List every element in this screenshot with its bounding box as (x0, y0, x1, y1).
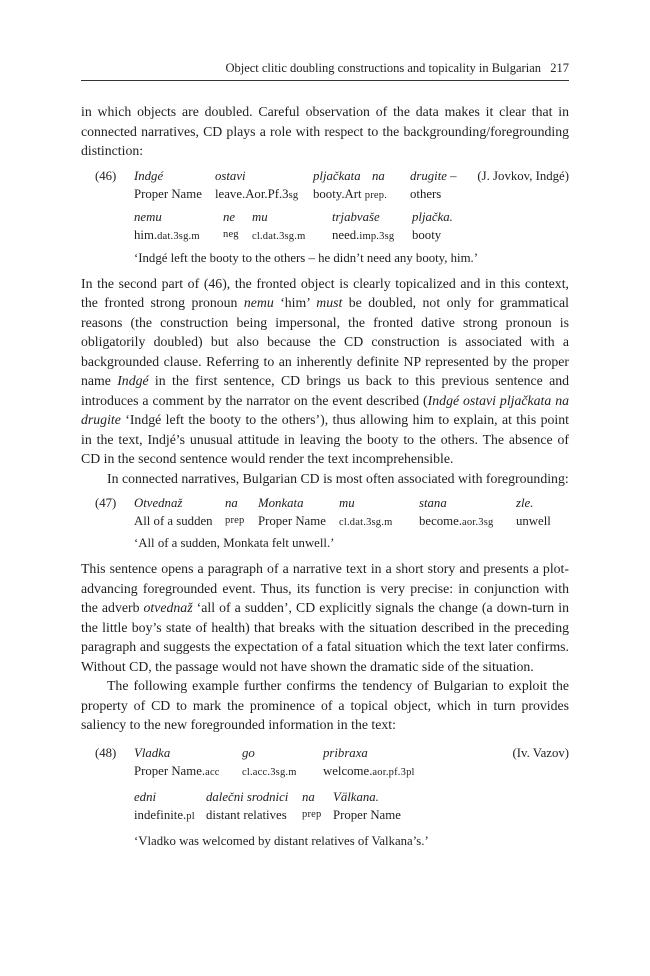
example-number: (48) (95, 745, 117, 760)
gloss-word: na (302, 789, 315, 804)
gloss-morph: All of a sudden (134, 514, 213, 528)
gloss-word: go (242, 745, 255, 760)
gloss-word: stana (419, 496, 447, 510)
gloss-morph: welcome.aor.pf.3pl (323, 763, 415, 778)
gloss-morph: Proper Name (333, 807, 401, 822)
gloss-morph: become.aor.3sg (419, 514, 494, 528)
gloss-morph: Proper Name (134, 186, 202, 201)
gloss-word: Indgé (134, 168, 164, 183)
gloss-morph-row (134, 226, 569, 246)
page-header (81, 58, 569, 81)
gloss-morph: Proper Name.acc (134, 763, 220, 778)
example-source: (Iv. Vazov) (512, 745, 569, 760)
paragraph-intro: in which objects are doubled. Careful observation of the data makes it clear that in connected narratives, CD plays a role with respect to the backgrounding/foregrounding distinction: (81, 104, 569, 158)
gloss-word: ostavi (215, 168, 246, 183)
example-number: (46) (95, 168, 117, 183)
gloss-morph: him.dat.3sg.m (134, 227, 200, 242)
page-number: 217 (550, 61, 569, 75)
gloss-word: ne (223, 209, 236, 224)
gloss-morph: cl.acc.3sg.m (242, 766, 297, 778)
gloss-morph: cl.dat.3sg.m (339, 517, 393, 528)
gloss-word: nemu (134, 209, 162, 224)
gloss-morph-row (134, 762, 569, 782)
gloss-word: na (372, 168, 385, 183)
gloss-morph: others (410, 186, 442, 201)
gloss-block-2 (134, 788, 569, 826)
free-translation: ‘Vladko was welcomed by distant relatives of Valkana’s.’ (134, 833, 429, 848)
running-head: Object clitic doubling constructions and topicality in Bulgarian (225, 61, 541, 75)
gloss-word: Välkana. (333, 789, 379, 804)
gloss-word: edni (134, 789, 157, 804)
paragraph-tendency: The following example further confirms the tendency of Bulgarian to exploit the property of CD to mark the prominence of a topical object, which in turn provides saliency to the new foregrounded information in the text: (81, 678, 569, 732)
gloss-morph: Proper Name (258, 514, 326, 528)
gloss-word: na (225, 496, 238, 510)
gloss-morph: booty.Art prep. (313, 186, 388, 201)
gloss-morph: neg (223, 228, 239, 240)
free-translation: ‘Indgé left the booty to the others – he didn’t need any booty, him.’ (134, 250, 479, 265)
example-47 (81, 494, 569, 552)
gloss-word: mu (339, 496, 355, 510)
paragraph-analysis-47: This sentence opens a paragraph of a narrative text in a short story and presents a plot-advancing foregrounded event. Thus, its function is very precise: in conjunction with the adverb otvednaž ‘all of a sudden’, CD explicitly signals the change (a down-turn in the little boy’s state of health) that breaks with the situation described in the preceding paragraph and suggests the expectation of a fatal situation which the text later confirms. Without CD, the passage would not have shown the dramatic side of the situation. (81, 561, 569, 674)
gloss-word: Vladka (134, 745, 171, 760)
free-translation: ‘All of a sudden, Monkata felt unwell.’ (134, 536, 335, 550)
gloss-morph: indefinite.pl (134, 807, 195, 822)
paragraph-foregrounding: In connected narratives, Bulgarian CD is most often associated with foregrounding: (107, 470, 569, 486)
gloss-block-2 (134, 208, 569, 246)
gloss-word: Monkata (258, 496, 304, 510)
gloss-morph: prep (225, 515, 245, 526)
gloss-word: pljačka. (412, 209, 453, 224)
page-body (81, 102, 569, 857)
gloss-morph: booty (412, 227, 442, 242)
gloss-block-1 (134, 744, 569, 782)
gloss-word: zle. (516, 496, 534, 510)
gloss-word: mu (252, 209, 268, 224)
example-number: (47) (95, 496, 117, 510)
example-source: (J. Jovkov, Indgé) (477, 168, 569, 183)
example-48 (81, 744, 569, 850)
gloss-words-row (134, 744, 569, 762)
gloss-word: trjabvaše (332, 209, 380, 224)
gloss-words-row (134, 788, 569, 806)
gloss-morph: leave.Aor.Pf.3sg (215, 186, 299, 201)
gloss-word: drugite – (410, 168, 457, 183)
gloss-morph: unwell (516, 514, 551, 528)
gloss-morph: need.imp.3sg (332, 227, 395, 242)
gloss-word: dalečni srodnici (206, 789, 289, 804)
gloss-morph: prep (302, 808, 322, 820)
interlinear-gloss (134, 494, 569, 552)
gloss-morph-row (134, 185, 569, 205)
paragraph-analysis-46: In the second part of (46), the fronted object is clearly topicalized and in this context, the fronted strong pronoun nemu ‘him’ must be doubled, not only for grammatical reasons (the construction being impersonal, the fronted dative strong pronoun is obligatorily doubled) but also because the CD construction is associated with a backgrounded clause. Referring to an inherently definite NP represented by the proper name Indgé in the first sentence, CD brings us back to this previous sentence and introduces a comment by the narrator on the event described (Indgé ostavi pljačkata na drugite ‘Indgé left the booty to the others’), thus allowing him to explain, at this point in the text, Indjé’s unusual attitude in leaving the booty to the others. The absence of CD in the second sentence would render the text incomprehensible. (81, 275, 570, 466)
gloss-word: Otvednaž (134, 496, 183, 510)
gloss-morph-row (134, 512, 569, 532)
interlinear-gloss (134, 744, 569, 850)
gloss-morph: cl.dat.3sg.m (252, 230, 306, 242)
gloss-morph-row (134, 806, 569, 826)
gloss-words-row (134, 208, 569, 226)
gloss-words-row (134, 494, 569, 512)
gloss-morph: distant relatives (206, 807, 287, 822)
gloss-word: pljačkata (313, 168, 361, 183)
example-46 (81, 167, 569, 267)
gloss-word: pribraxa (323, 745, 368, 760)
